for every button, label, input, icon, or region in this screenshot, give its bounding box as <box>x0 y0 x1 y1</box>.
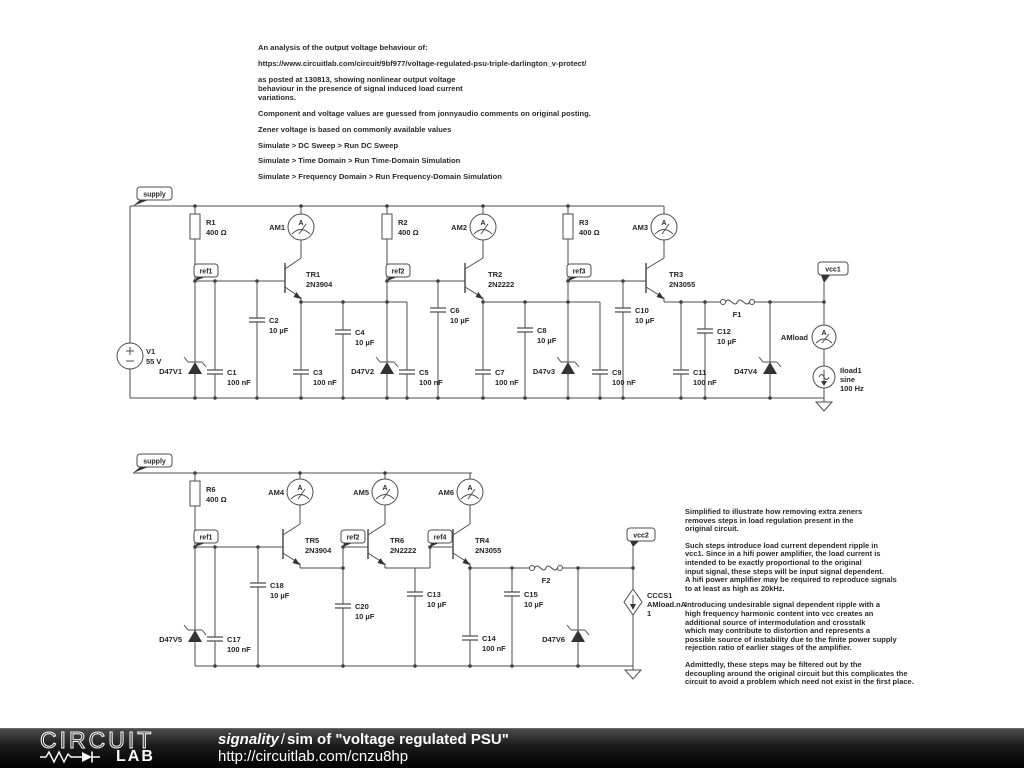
resistor-body <box>190 481 200 506</box>
component-ref: D47v3 <box>532 367 555 376</box>
component-value: 100 nF <box>612 378 636 387</box>
component-ref: C3 <box>313 368 323 377</box>
fuse-f2[interactable] <box>530 566 563 586</box>
component-value: 400 Ω <box>579 228 600 237</box>
note-line: Zener voltage is based on commonly available values <box>258 124 452 134</box>
component-value: 1 <box>647 609 652 618</box>
top-circuit <box>117 187 864 411</box>
component-ref: C20 <box>355 602 369 611</box>
note-line: removes steps in load regulation present in the <box>685 515 854 525</box>
component-ref: C17 <box>227 635 241 644</box>
note-line: Introducing undesirable signal dependent ripple with a <box>685 600 881 610</box>
component-value: 2N3055 <box>475 546 502 555</box>
component-value: 10 µF <box>270 591 290 600</box>
ammeter-amload[interactable] <box>781 325 836 349</box>
voltage-source-v1[interactable] <box>117 343 161 369</box>
resistor-body <box>563 214 573 239</box>
note-line: circuit to avoid a problem which need not exist in the first place. <box>685 677 914 687</box>
capacitor-c5[interactable] <box>399 368 443 387</box>
note-line: vcc1. Since in a hifi power amplifier, the load current is <box>685 549 881 559</box>
flag-label: ref2 <box>346 534 360 542</box>
component-value: 10 µF <box>355 612 375 621</box>
cap-plates <box>249 318 265 322</box>
ammeter-letter: A <box>297 485 303 492</box>
emitter-arrow-icon <box>293 558 301 565</box>
note-line: An analysis of the output voltage behaviour of: <box>258 43 428 52</box>
component-value: 10 µF <box>427 600 447 609</box>
component-value: 100 nF <box>482 644 506 653</box>
emitter-arrow-icon <box>463 558 471 565</box>
component-ref: C10 <box>635 306 649 315</box>
component-ref: F1 <box>732 310 742 319</box>
component-ref: C9 <box>612 368 622 377</box>
component-value: 10 µF <box>717 337 737 346</box>
zener-d47v1[interactable] <box>159 357 206 376</box>
cap-plates <box>207 370 223 374</box>
transistor-tr4[interactable] <box>453 524 501 568</box>
component-ref: C1 <box>227 368 237 377</box>
cap-plates <box>504 592 520 596</box>
ammeter-letter: A <box>821 330 827 337</box>
ammeter-am1[interactable] <box>269 214 314 240</box>
component-value: 2N3904 <box>305 546 332 555</box>
flag-label: supply <box>143 191 166 199</box>
component-ref: AM2 <box>451 223 467 232</box>
note-line: high frequency harmonic content into vcc creates an <box>685 608 874 618</box>
net-flag-ref1-2[interactable] <box>194 530 218 547</box>
component-ref: TR6 <box>390 536 405 545</box>
diode-triangle <box>188 362 202 374</box>
meter-circle <box>470 214 496 240</box>
flag-label: vcc1 <box>825 266 841 274</box>
separator: / <box>280 731 286 748</box>
capacitor-c2[interactable] <box>249 316 289 335</box>
component-value: 100 nF <box>419 378 443 387</box>
circuitlab-logo[interactable] <box>40 727 192 766</box>
note-line: Component and voltage values are guessed from jonnyaudio comments on original posting. <box>258 108 591 118</box>
simulate-instruction: Simulate > DC Sweep > Run DC Sweep <box>258 140 399 150</box>
fuse-wave <box>726 300 750 304</box>
cap-plates <box>207 637 223 641</box>
component-value: 10 µF <box>269 326 289 335</box>
component-value: 400 Ω <box>206 495 227 504</box>
cap-plates <box>335 330 351 334</box>
zener-d47v2[interactable] <box>351 357 398 376</box>
net-flag-ref2[interactable] <box>386 264 410 281</box>
ammeter-letter: A <box>467 485 473 492</box>
component-value: 100 nF <box>313 378 337 387</box>
ground-icon <box>625 670 641 679</box>
component-value: sine <box>840 375 856 384</box>
component-value: 100 nF <box>227 378 251 387</box>
junction-dots <box>193 471 635 668</box>
component-value: 10 µF <box>355 338 375 347</box>
cap-plates <box>592 370 608 374</box>
cap-plates <box>430 308 446 312</box>
meter-circle <box>651 214 677 240</box>
component-value: 10 µF <box>450 316 470 325</box>
note-line: original circuit. <box>685 524 739 534</box>
capacitor-c9[interactable] <box>592 368 636 387</box>
flag-label: ref1 <box>199 534 213 542</box>
bottom-circuit <box>133 454 687 679</box>
zener-d47v3[interactable] <box>533 357 579 376</box>
diode-triangle <box>188 630 202 642</box>
note-line: Simplified to illustrate how removing extra zeners <box>685 507 863 516</box>
resistor-diode-icon <box>40 750 116 764</box>
transistor-tr2[interactable] <box>465 258 514 302</box>
component-value: 400 Ω <box>398 228 419 237</box>
note-line: additional source of intermodulation and crosstalk <box>685 617 866 627</box>
component-ref: AM3 <box>632 223 648 232</box>
component-ref: C6 <box>450 306 460 315</box>
flag-label: vcc2 <box>633 532 649 540</box>
component-value: 100 nF <box>227 645 251 654</box>
cap-plates <box>399 370 415 374</box>
ammeter-letter: A <box>298 220 304 227</box>
transistor-tr3[interactable] <box>646 258 695 302</box>
capacitor-c7[interactable] <box>475 368 519 387</box>
note-line: Admittedly, these steps may be filtered out by the <box>685 659 862 669</box>
emitter-arrow-icon <box>476 292 484 299</box>
component-value: 2N3904 <box>306 280 333 289</box>
current-source-iload1[interactable] <box>813 366 864 393</box>
note-line: behaviour in the presence of signal induced load current <box>258 83 463 93</box>
component-ref: R6 <box>206 485 216 494</box>
logo-word-lab: LAB <box>116 748 155 765</box>
note-line: which may contribute to distortion and represents a <box>685 626 871 636</box>
meter-circle <box>287 479 313 505</box>
note-line: possible source of instability due to the finite power supply <box>685 634 897 644</box>
ammeter-letter: A <box>480 220 486 227</box>
note-line: intended to be exactly proportional to the original <box>685 557 862 567</box>
ammeter-letter: A <box>661 220 667 227</box>
fuse-wave <box>535 566 558 570</box>
component-value: 100 Hz <box>840 384 864 393</box>
component-ref: V1 <box>146 347 156 356</box>
component-ref: AM5 <box>353 488 369 497</box>
component-value: 10 µF <box>537 336 557 345</box>
note-line: variations. <box>258 93 296 103</box>
diode-triangle <box>380 362 394 374</box>
circuit-title: sim of "voltage regulated PSU" <box>287 731 509 748</box>
capacitor-c11[interactable] <box>673 368 717 387</box>
net-flag-ref4[interactable] <box>428 530 452 547</box>
component-ref: D47V5 <box>159 635 182 644</box>
component-ref: TR1 <box>306 270 321 279</box>
fuse-f1[interactable] <box>721 300 755 320</box>
note-line: Such steps introduce load current dependent ripple in <box>685 540 878 550</box>
cap-plates <box>615 308 631 312</box>
zener-d47v5[interactable] <box>159 625 206 644</box>
ammeter-am6[interactable] <box>438 479 483 505</box>
capacitor-c12[interactable] <box>697 327 737 346</box>
cap-plates <box>475 370 491 374</box>
component-ref: R2 <box>398 218 408 227</box>
component-ref: F2 <box>541 576 551 585</box>
ground-icon <box>816 402 832 411</box>
resistor-r1[interactable] <box>190 214 227 239</box>
component-value: 100 nF <box>693 378 717 387</box>
component-ref: C11 <box>693 368 707 377</box>
ammeter-am5[interactable] <box>353 479 398 505</box>
ammeter-am3[interactable] <box>632 214 677 240</box>
meter-circle <box>288 214 314 240</box>
note-line: rejection ratio of earlier stages of the amplifier. <box>685 643 852 653</box>
capacitor-c6[interactable] <box>430 306 470 325</box>
capacitor-c8[interactable] <box>517 326 557 345</box>
net-flag-ref3[interactable] <box>567 264 591 281</box>
component-ref: C18 <box>270 581 284 590</box>
diode-triangle <box>763 362 777 374</box>
emitter-arrow-icon <box>378 558 386 565</box>
flag-label: ref2 <box>391 268 405 276</box>
note-line: to at least as high as 20kHz. <box>685 583 785 593</box>
flag-label: ref4 <box>433 534 447 542</box>
component-ref: AM6 <box>438 488 454 497</box>
cap-plates <box>250 583 266 587</box>
resistor-r2[interactable] <box>382 214 419 239</box>
net-flag-supply[interactable] <box>133 187 172 206</box>
capacitor-c18[interactable] <box>250 581 290 600</box>
simulate-instruction: Simulate > Time Domain > Run Time-Domain Simulation <box>258 156 461 166</box>
capacitor-c15[interactable] <box>504 590 544 609</box>
component-ref: D47V2 <box>351 367 374 376</box>
component-ref: C12 <box>717 327 731 336</box>
transistor-tr1[interactable] <box>285 258 333 302</box>
note-line: as posted at 130813, showing nonlinear output voltage <box>258 74 456 84</box>
fuse-terminal <box>750 300 755 305</box>
resistor-body <box>190 214 200 239</box>
component-ref: C15 <box>524 590 538 599</box>
component-value: 2N2222 <box>390 546 417 555</box>
controlled-current-source-cccs1[interactable] <box>624 589 687 618</box>
resistor-r3[interactable] <box>563 214 600 239</box>
net-flag-ref2-2[interactable] <box>341 530 365 547</box>
fuse-terminal <box>721 300 726 305</box>
component-ref: AM4 <box>268 488 284 497</box>
resistor-body <box>382 214 392 239</box>
capacitor-c3[interactable] <box>293 368 337 387</box>
note-line: decoupling around the original circuit but this complicates the <box>685 668 908 678</box>
net-flag-ref1[interactable] <box>194 264 218 281</box>
component-value: 2N2222 <box>488 280 515 289</box>
component-ref: AM1 <box>269 223 285 232</box>
diode-triangle <box>571 630 585 642</box>
cap-plates <box>462 636 478 640</box>
flag-label: ref3 <box>572 268 586 276</box>
author-name: signality <box>218 731 279 748</box>
capacitor-c10[interactable] <box>615 306 655 325</box>
component-ref: C13 <box>427 590 441 599</box>
cap-plates <box>697 329 713 333</box>
component-value: 10 µF <box>524 600 544 609</box>
footer-title-line <box>218 732 509 749</box>
component-ref: C7 <box>495 368 505 377</box>
flag-label: supply <box>143 458 166 466</box>
meter-circle <box>372 479 398 505</box>
cap-plates <box>335 604 351 608</box>
component-ref: CCCS1 <box>647 591 673 600</box>
flag-tail <box>630 541 639 547</box>
note-line: input signal, these steps will be input signal dependent. <box>685 566 884 576</box>
capacitor-c14[interactable] <box>462 634 506 653</box>
net-flag-vcc2[interactable] <box>627 528 655 547</box>
meter-circle <box>812 325 836 349</box>
flag-tail <box>821 275 830 283</box>
net-flag-vcc1[interactable] <box>818 262 848 283</box>
component-ref: R3 <box>579 218 589 227</box>
net-flag-supply-2[interactable] <box>133 454 172 473</box>
component-ref: TR3 <box>669 270 684 279</box>
resistor-r6[interactable] <box>190 481 227 506</box>
component-ref: C14 <box>482 634 496 643</box>
component-value: 2N3055 <box>669 280 696 289</box>
component-ref: Iload1 <box>840 366 862 375</box>
component-ref: AMload <box>780 333 808 342</box>
component-ref: R1 <box>206 218 216 227</box>
component-ref: C2 <box>269 316 279 325</box>
component-ref: TR5 <box>305 536 320 545</box>
capacitor-c17[interactable] <box>207 635 251 654</box>
component-ref: TR2 <box>488 270 503 279</box>
footer-url[interactable]: http://circuitlab.com/cnzu8hp <box>218 747 409 765</box>
transistor-tr6[interactable] <box>368 524 416 568</box>
ammeter-am2[interactable] <box>451 214 496 240</box>
transistor-tr5[interactable] <box>283 524 332 568</box>
component-value: 100 nF <box>495 378 519 387</box>
emitter-arrow-icon <box>657 292 665 299</box>
meter-circle <box>457 479 483 505</box>
fuse-terminal <box>558 566 563 571</box>
component-value: AMload.nA <box>647 600 687 609</box>
component-ref: C8 <box>537 326 547 335</box>
capacitor-c13[interactable] <box>407 590 447 609</box>
component-ref: D47V1 <box>159 367 182 376</box>
cap-plates <box>517 328 533 332</box>
zener-d47v4[interactable] <box>734 357 781 376</box>
logo-word-circuit: CIRCUIT <box>40 727 155 753</box>
circuit-url-text: https://www.circuitlab.com/circuit/9bf977/voltage-regulated-psu-triple-darlington_v-protect/ <box>258 58 587 68</box>
capacitor-c1[interactable] <box>207 368 251 387</box>
cap-plates <box>293 370 309 374</box>
flag-tail <box>133 200 148 206</box>
source-circle <box>117 343 143 369</box>
component-ref: C5 <box>419 368 429 377</box>
component-ref: D47V4 <box>734 367 757 376</box>
cap-plates <box>673 370 689 374</box>
footer-bar <box>0 728 1024 768</box>
ammeter-letter: A <box>382 485 388 492</box>
capacitor-c4[interactable] <box>335 328 375 347</box>
component-ref: C4 <box>355 328 365 337</box>
flag-tail <box>133 467 148 473</box>
component-ref: TR4 <box>475 536 490 545</box>
simulate-instruction: Simulate > Frequency Domain > Run Frequency-Domain Simulation <box>258 172 502 182</box>
diode-triangle <box>561 362 575 374</box>
footer-text <box>218 732 509 765</box>
flag-label: ref1 <box>199 268 213 276</box>
fuse-terminal <box>530 566 535 571</box>
component-value: 55 V <box>146 357 162 366</box>
component-ref: D47V6 <box>542 635 565 644</box>
component-value: 400 Ω <box>206 228 227 237</box>
capacitor-c20[interactable] <box>335 602 375 621</box>
component-value: 10 µF <box>635 316 655 325</box>
ammeter-am4[interactable] <box>268 479 313 505</box>
cap-plates <box>407 592 423 596</box>
zener-d47v6[interactable] <box>542 625 589 644</box>
note-line: A hifi power amplifier may be required to reproduce signals <box>685 575 897 585</box>
